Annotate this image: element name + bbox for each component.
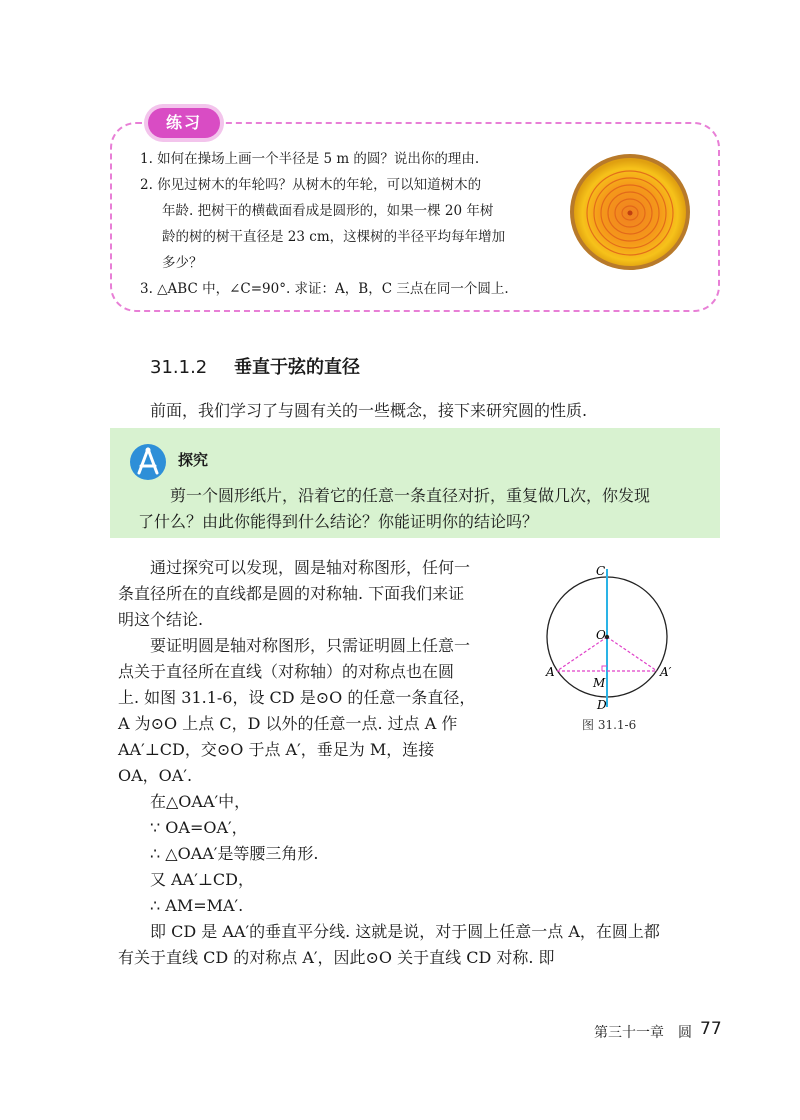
section-number: 31.1.2	[150, 357, 208, 378]
body-line-7: A 为⊙O 上点 C，D 以外的任意一点. 过点 A 作	[118, 714, 458, 733]
explore-title: 探究	[178, 451, 209, 469]
exercise-line-4: 龄的树的树干直径是 23 cm，这棵树的半径平均每年增加	[162, 229, 506, 245]
label-c: C	[596, 565, 606, 578]
explore-line-2: 了什么？由此你能得到什么结论？你能证明你的结论吗？	[138, 512, 539, 531]
body-line-11: ∵ OA=OA′，	[150, 818, 248, 837]
chapter-footer: 第三十一章 圆	[594, 1025, 692, 1041]
exercise-line-3: 年龄. 把树干的横截面看成是圆形的，如果一棵 20 年树	[162, 203, 494, 219]
exercise-label: 练习	[148, 108, 220, 138]
label-o: O	[596, 628, 606, 642]
exercise-line-2: 2. 你见过树木的年轮吗？从树木的年轮，可以知道树木的	[140, 177, 482, 193]
figure-caption: 图 31.1-6	[582, 718, 637, 732]
body-line-15: 即 CD 是 AA′的垂直平分线. 这就是说，对于圆上任意一点 A，在圆上都	[150, 922, 660, 941]
exercise-line-6: 3. △ABC 中，∠C=90°. 求证：A，B，C 三点在同一个圆上.	[140, 281, 509, 297]
body-line-2: 条直径所在的直线都是圆的对称轴. 下面我们来证	[118, 584, 465, 603]
label-d: D	[597, 698, 607, 712]
segment-oa	[557, 637, 607, 671]
section-title: 垂直于弦的直径	[234, 357, 360, 378]
body-line-6: 上. 如图 31.1-6，设 CD 是⊙O 的任意一条直径，	[118, 688, 476, 707]
body-line-4: 要证明圆是轴对称图形，只需证明圆上任意一	[150, 636, 471, 655]
label-a: A	[546, 665, 555, 679]
segment-oa-prime	[607, 637, 657, 671]
body-line-13: 又 AA′⊥CD，	[150, 870, 254, 889]
exercise-line-1: 1. 如何在操场上画一个半径是 5 m 的圆？说出你的理由.	[140, 151, 480, 167]
body-line-16: 有关于直线 CD 的对称点 A′，因此⊙O 关于直线 CD 对称. 即	[118, 948, 555, 967]
body-line-12: ∴ △OAA′是等腰三角形.	[150, 844, 319, 863]
body-line-3: 明这个结论.	[118, 610, 204, 629]
section-intro: 前面，我们学习了与圆有关的一些概念，接下来研究圆的性质.	[150, 401, 588, 420]
label-m: M	[593, 676, 606, 690]
page-number: 77	[700, 1019, 722, 1039]
tree-rings-image	[568, 150, 692, 274]
compass-icon	[128, 442, 168, 482]
body-line-14: ∴ AM=MA′.	[150, 896, 244, 915]
body-line-5: 点关于直径所在直线（对称轴）的对称点也在圆	[118, 662, 455, 681]
explore-line-1: 剪一个圆形纸片，沿着它的任意一条直径对折，重复做几次，你发现	[170, 486, 651, 505]
circle-diagram	[540, 565, 680, 715]
label-a-prime: A′	[660, 665, 672, 679]
body-line-10: 在△OAA′中，	[150, 792, 251, 811]
body-line-8: AA′⊥CD，交⊙O 于点 A′，垂足为 M，连接	[118, 740, 435, 759]
exercise-line-5: 多少？	[162, 255, 203, 271]
body-line-1: 通过探究可以发现，圆是轴对称图形，任何一	[150, 558, 471, 577]
body-line-9: OA，OA′.	[118, 766, 193, 785]
